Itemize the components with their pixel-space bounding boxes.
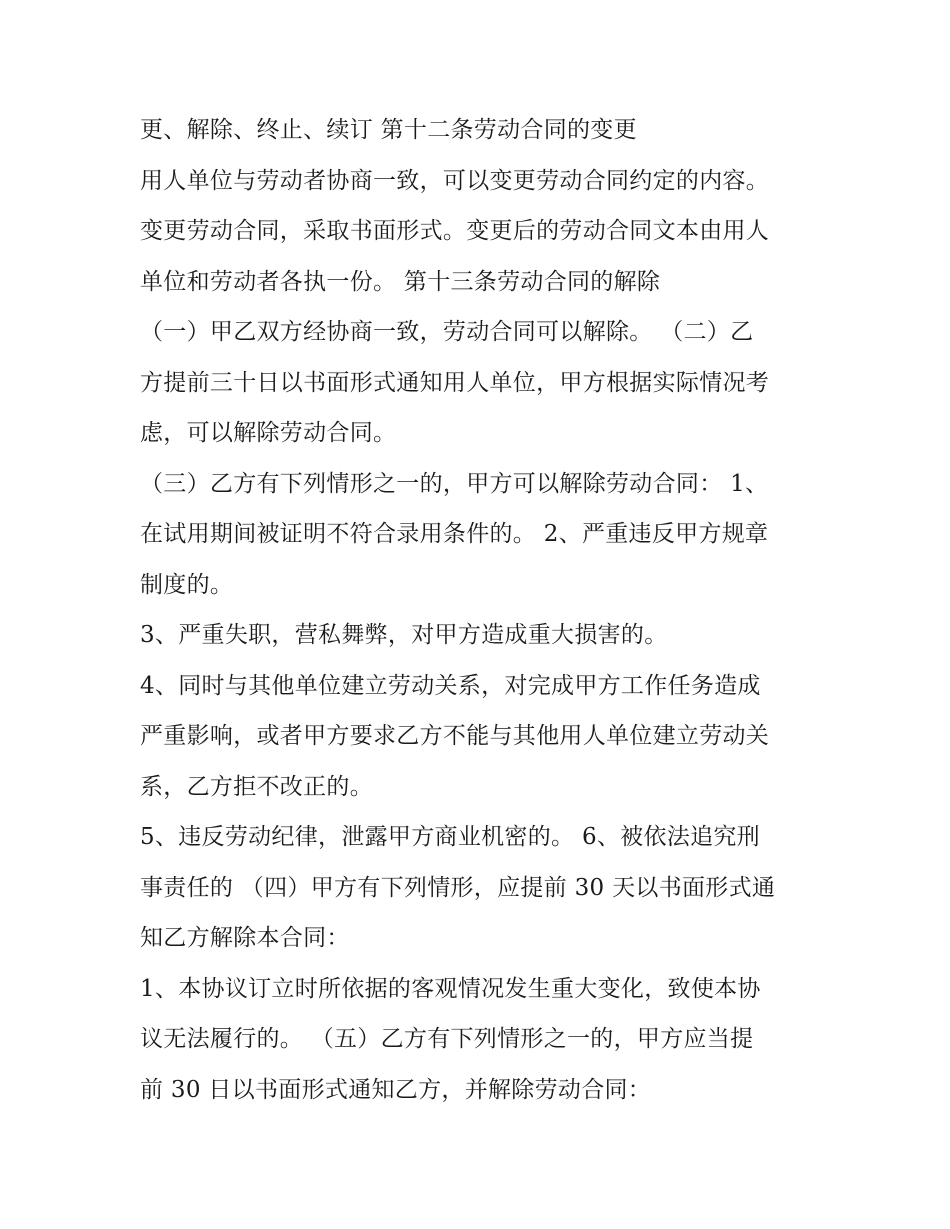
text-line-13: 严重影响，或者甲方要求乙方不能与其他用人单位建立劳动关 <box>140 723 770 749</box>
text-line-14: 系，乙方拒不改正的。 <box>140 774 373 800</box>
text-line-20: 前 30 日以书面形式通知乙方，并解除劳动合同： <box>140 1077 652 1103</box>
text-line-7: 虑，可以解除劳动合同。 <box>140 420 397 446</box>
text-line-10: 制度的。 <box>140 572 234 598</box>
text-line-9: 在试用期间被证明不符合录用条件的。 2、严重违反甲方规章 <box>140 521 769 547</box>
text-line-18: 1、本协议订立时所依据的客观情况发生重大变化，致使本协 <box>140 976 761 1002</box>
text-line-16: 事责任的 （四）甲方有下列情形，应提前 30 天以书面形式通 <box>140 875 776 901</box>
text-line-19: 议无法履行的。 （五）乙方有下列情形之一的，甲方应当提 <box>140 1026 754 1052</box>
text-line-6: 方提前三十日以书面形式通知用人单位，甲方根据实际情况考 <box>140 370 770 396</box>
text-line-8: （三）乙方有下列情形之一的，甲方可以解除劳动合同： 1、 <box>140 471 769 497</box>
text-line-12: 4、同时与其他单位建立劳动关系，对完成甲方工作任务造成 <box>140 673 761 699</box>
text-line-3: 变更劳动合同，采取书面形式。变更后的劳动合同文本由用人 <box>140 218 770 244</box>
text-line-1: 更、解除、终止、续订 第十二条劳动合同的变更 <box>140 117 637 143</box>
text-line-17: 知乙方解除本合同： <box>140 925 350 951</box>
text-line-11: 3、严重失职，营私舞弊，对甲方造成重大损害的。 <box>140 622 668 648</box>
text-line-4: 单位和劳动者各执一份。 第十三条劳动合同的解除 <box>140 269 661 295</box>
text-line-2: 用人单位与劳动者协商一致，可以变更劳动合同约定的内容。 <box>140 168 770 194</box>
text-line-5: （一）甲乙双方经协商一致，劳动合同可以解除。 （二）乙 <box>140 319 754 345</box>
text-line-15: 5、违反劳动纪律，泄露甲方商业机密的。 6、被依法追究刑 <box>140 824 760 850</box>
